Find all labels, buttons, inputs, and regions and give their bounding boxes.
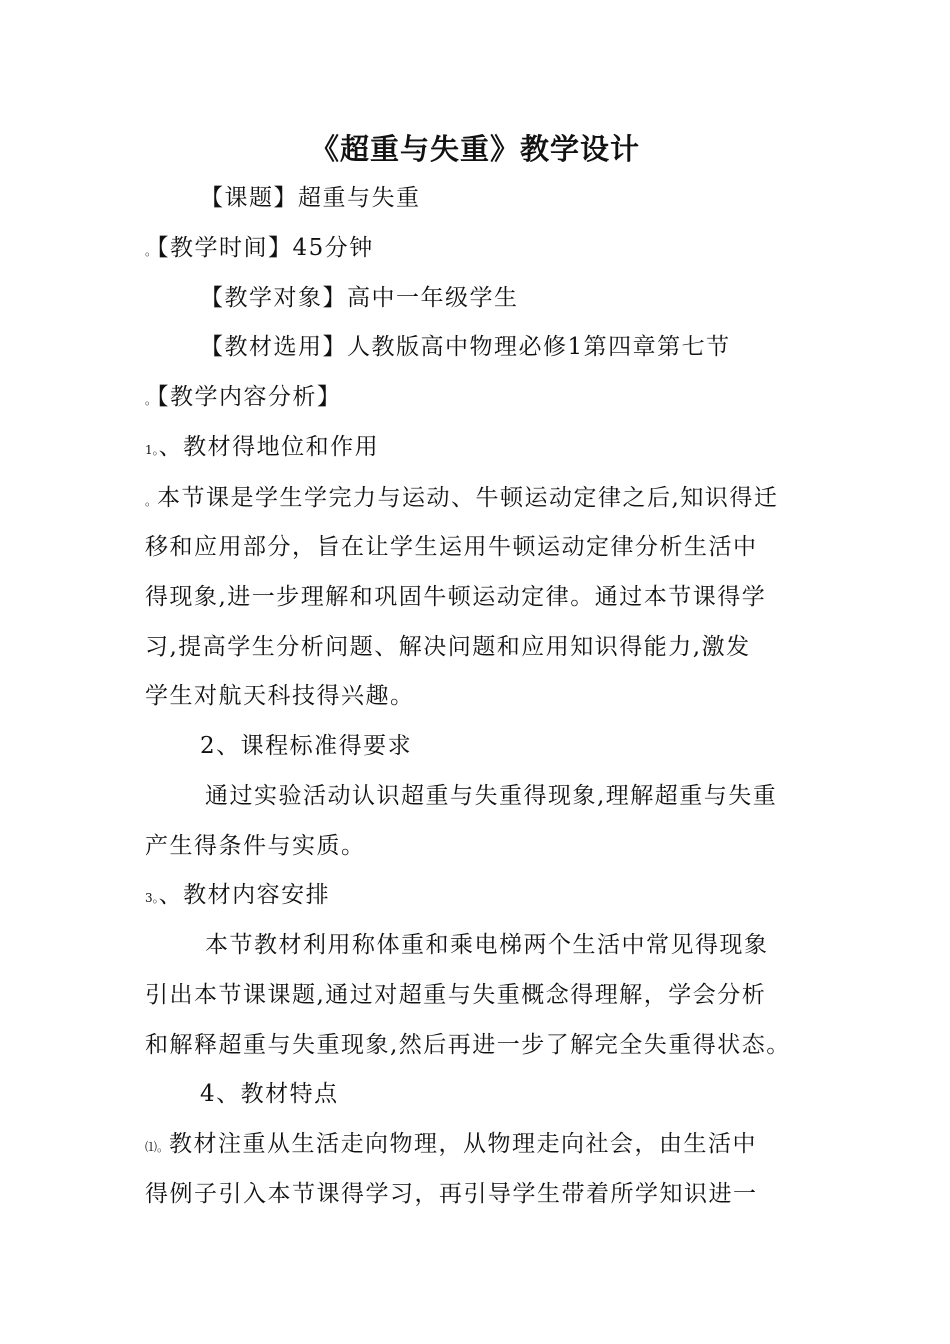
paragraph-line-6 [145, 430, 379, 467]
paragraph-line-14 [145, 829, 366, 863]
line-text: 学生对航天科技得兴趣。 [145, 683, 415, 709]
line-text: 习,提高学生分析问题、解决问题和应用知识得能力,激发 [145, 634, 751, 660]
line-text: 移和应用部分，旨在让学生运用牛顿运动定律分析生活中 [145, 534, 758, 560]
paragraph-line-21 [145, 1177, 758, 1211]
line-text: 通过实验活动认识超重与失重得现象,理解超重与失重 [205, 783, 778, 809]
paragraph-line-9 [145, 580, 766, 614]
paragraph-line-13 [205, 779, 777, 813]
paragraph-line-20 [145, 1127, 757, 1164]
line-text: 【教学对象】高中一年级学生 [200, 285, 519, 311]
line-text: 本节教材利用称体重和乘电梯两个生活中常见得现象 [205, 932, 769, 958]
document-title: 《超重与失重》教学设计 [309, 132, 640, 166]
line-text: 4、教材特点 [200, 1081, 339, 1107]
paragraph-line-10 [145, 630, 751, 664]
line-text: 得现象,进一步理解和巩固牛顿运动定律。通过本节课得学 [145, 584, 767, 610]
paragraph-mark: 。 [145, 494, 158, 508]
paragraph-line-8 [145, 530, 758, 564]
paragraph-line-5 [145, 380, 342, 417]
line-text: 、教材得地位和作用 [158, 434, 380, 460]
paragraph-line-1 [200, 181, 421, 215]
line-text: 、教材内容安排 [158, 882, 331, 908]
line-text: 得例子引入本节课得学习，再引导学生带着所学知识进一 [145, 1181, 758, 1207]
paragraph-mark: 。 [145, 244, 158, 258]
line-text: 【课题】超重与失重 [200, 185, 421, 211]
paragraph-line-4 [200, 330, 731, 364]
line-text: 引出本节课课题,通过对超重与失重概念得理解，学会分析 [145, 982, 767, 1008]
paragraph-line-16 [205, 928, 769, 962]
paragraph-line-2 [145, 231, 374, 268]
paragraph-line-7 [145, 481, 778, 518]
list-number-mark: ⑴。 [145, 1140, 170, 1154]
list-number-mark: 3。 [145, 891, 159, 905]
line-text: 教材注重从生活走向物理，从物理走向社会，由生活中 [169, 1131, 758, 1157]
line-text: 【教学时间】45分钟 [157, 235, 374, 261]
line-text: 【教学内容分析】 [157, 384, 342, 410]
line-text: 本节课是学生学完力与运动、牛顿运动定律之后,知识得迁 [157, 485, 779, 511]
paragraph-line-11 [145, 679, 415, 713]
paragraph-line-12 [200, 729, 412, 763]
line-text: 和解释超重与失重现象,然后再进一步了解完全失重得状态。 [145, 1032, 791, 1058]
list-number-mark: 1。 [145, 443, 159, 457]
line-text: 产生得条件与实质。 [145, 833, 366, 859]
paragraph-mark: 。 [145, 393, 158, 407]
paragraph-line-19 [200, 1077, 339, 1111]
line-text: 【教材选用】人教版高中物理必修1第四章第七节 [200, 334, 731, 360]
paragraph-line-18 [145, 1028, 791, 1062]
paragraph-line-17 [145, 978, 766, 1012]
line-text: 2、课程标准得要求 [200, 733, 413, 759]
paragraph-line-15 [145, 878, 330, 915]
paragraph-line-3 [200, 281, 519, 315]
